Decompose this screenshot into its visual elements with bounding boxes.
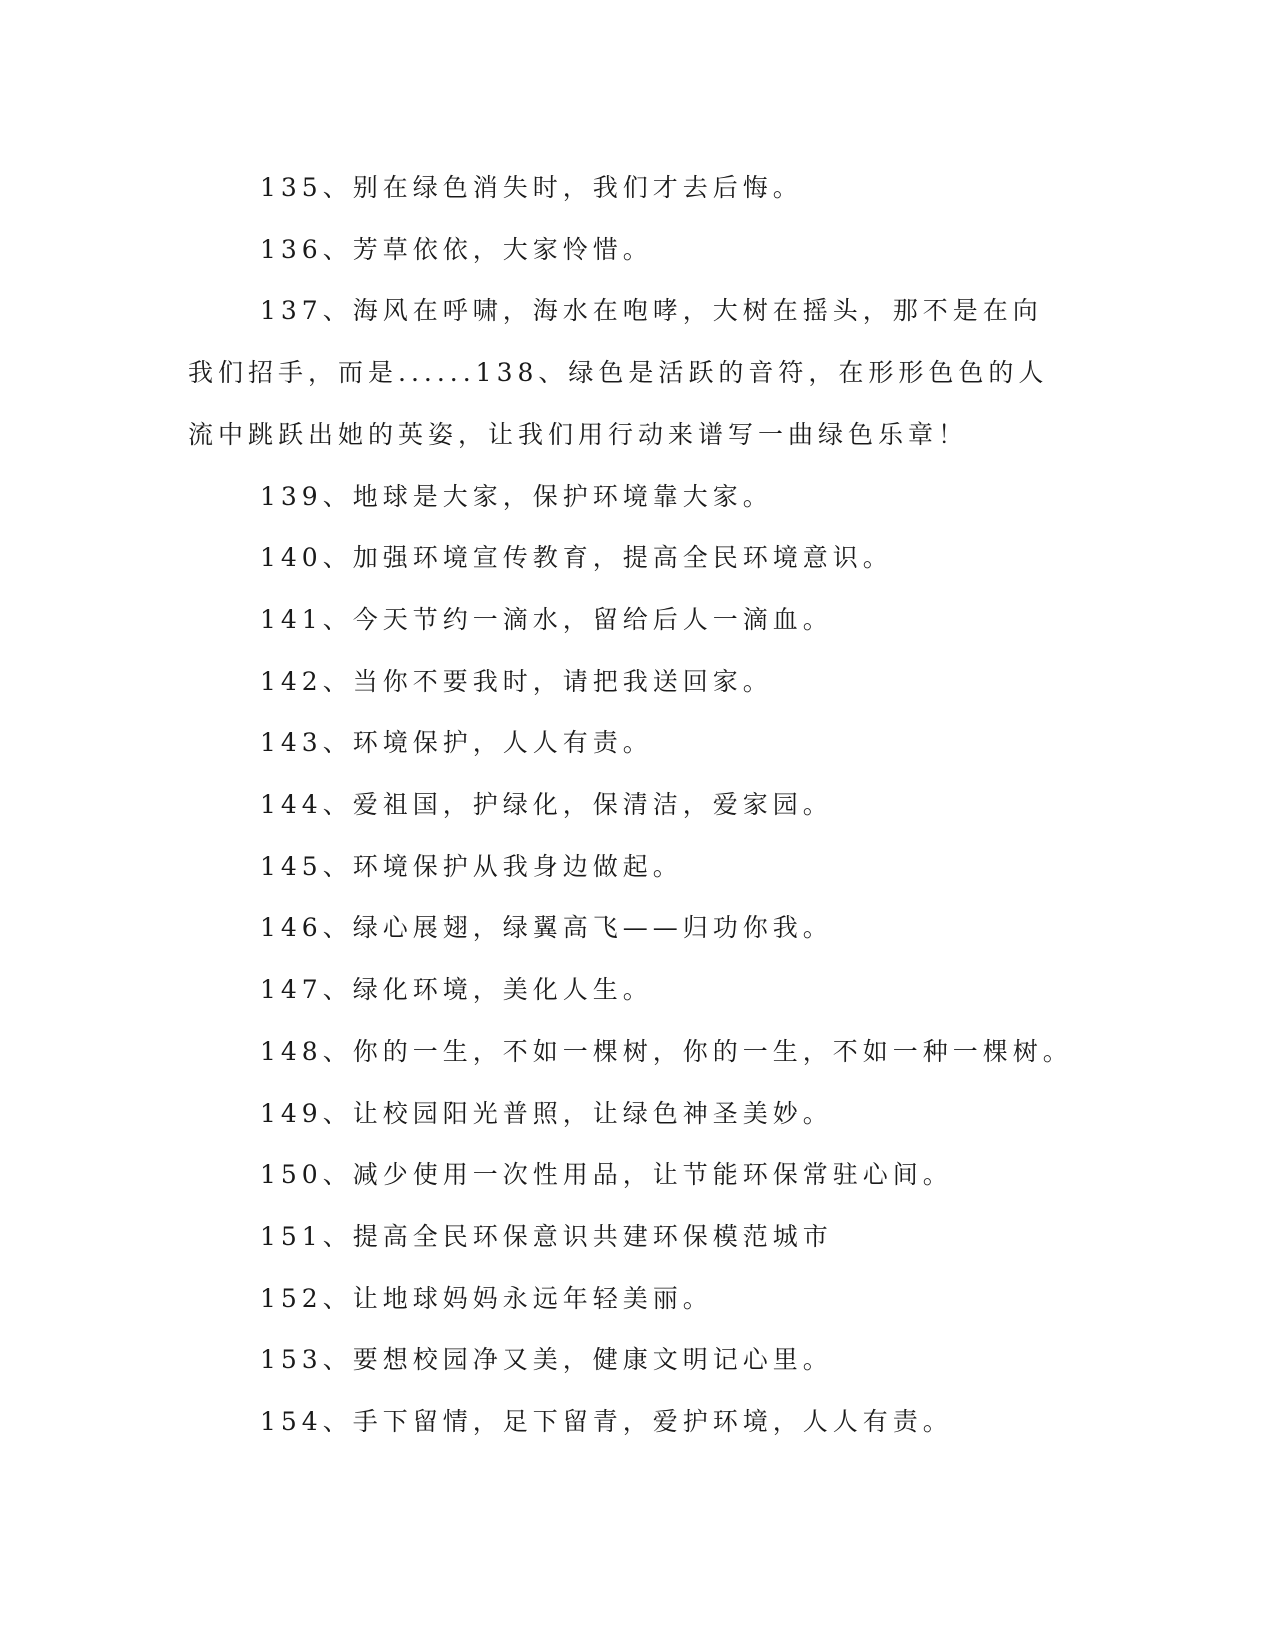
slogan-paragraph: 147、绿化环境，美化人生。 xyxy=(260,975,653,1005)
slogan-paragraph: 143、环境保护，人人有责。 xyxy=(260,728,653,758)
slogan-paragraph: 151、提高全民环保意识共建环保模范城市 xyxy=(260,1221,833,1251)
slogan-paragraph: 145、环境保护从我身边做起。 xyxy=(260,851,683,881)
slogan-paragraph: 141、今天节约一滴水，留给后人一滴血。 xyxy=(260,604,833,634)
slogan-paragraph: 153、要想校园净又美，健康文明记心里。 xyxy=(260,1345,833,1375)
slogan-paragraph: 142、当你不要我时，请把我送回家。 xyxy=(260,666,773,696)
slogan-paragraph: 146、绿心展翅，绿翼高飞——归功你我。 xyxy=(260,913,833,943)
slogan-paragraph: 137、海风在呼啸，海水在咆哮，大树在摇头，那不是在向我们招手，而是......138、绿色是活跃的音符，在形形色色的人流中跳跃出她的英姿，让我们用行动来谱写一曲绿色乐章！ xyxy=(188,296,1049,449)
slogan-paragraph: 154、手下留情，足下留青，爱护环境，人人有责。 xyxy=(260,1407,953,1437)
slogan-paragraph: 144、爱祖国，护绿化，保清洁，爱家园。 xyxy=(260,790,833,820)
slogan-paragraph: 152、让地球妈妈永远年轻美丽。 xyxy=(260,1283,713,1313)
slogan-paragraph: 148、你的一生，不如一棵树，你的一生，不如一种一棵树。 xyxy=(260,1036,1073,1066)
slogan-paragraph: 136、芳草依依，大家怜惜。 xyxy=(260,234,653,264)
slogan-paragraph: 139、地球是大家，保护环境靠大家。 xyxy=(260,481,773,511)
slogan-paragraph: 150、减少使用一次性用品，让节能环保常驻心间。 xyxy=(260,1160,953,1190)
slogan-paragraph: 135、别在绿色消失时，我们才去后悔。 xyxy=(260,173,803,202)
slogan-paragraph: 140、加强环境宣传教育，提高全民环境意识。 xyxy=(260,543,893,573)
document-body xyxy=(188,157,1073,1453)
slogan-paragraph: 149、让校园阳光普照，让绿色神圣美妙。 xyxy=(260,1098,833,1128)
